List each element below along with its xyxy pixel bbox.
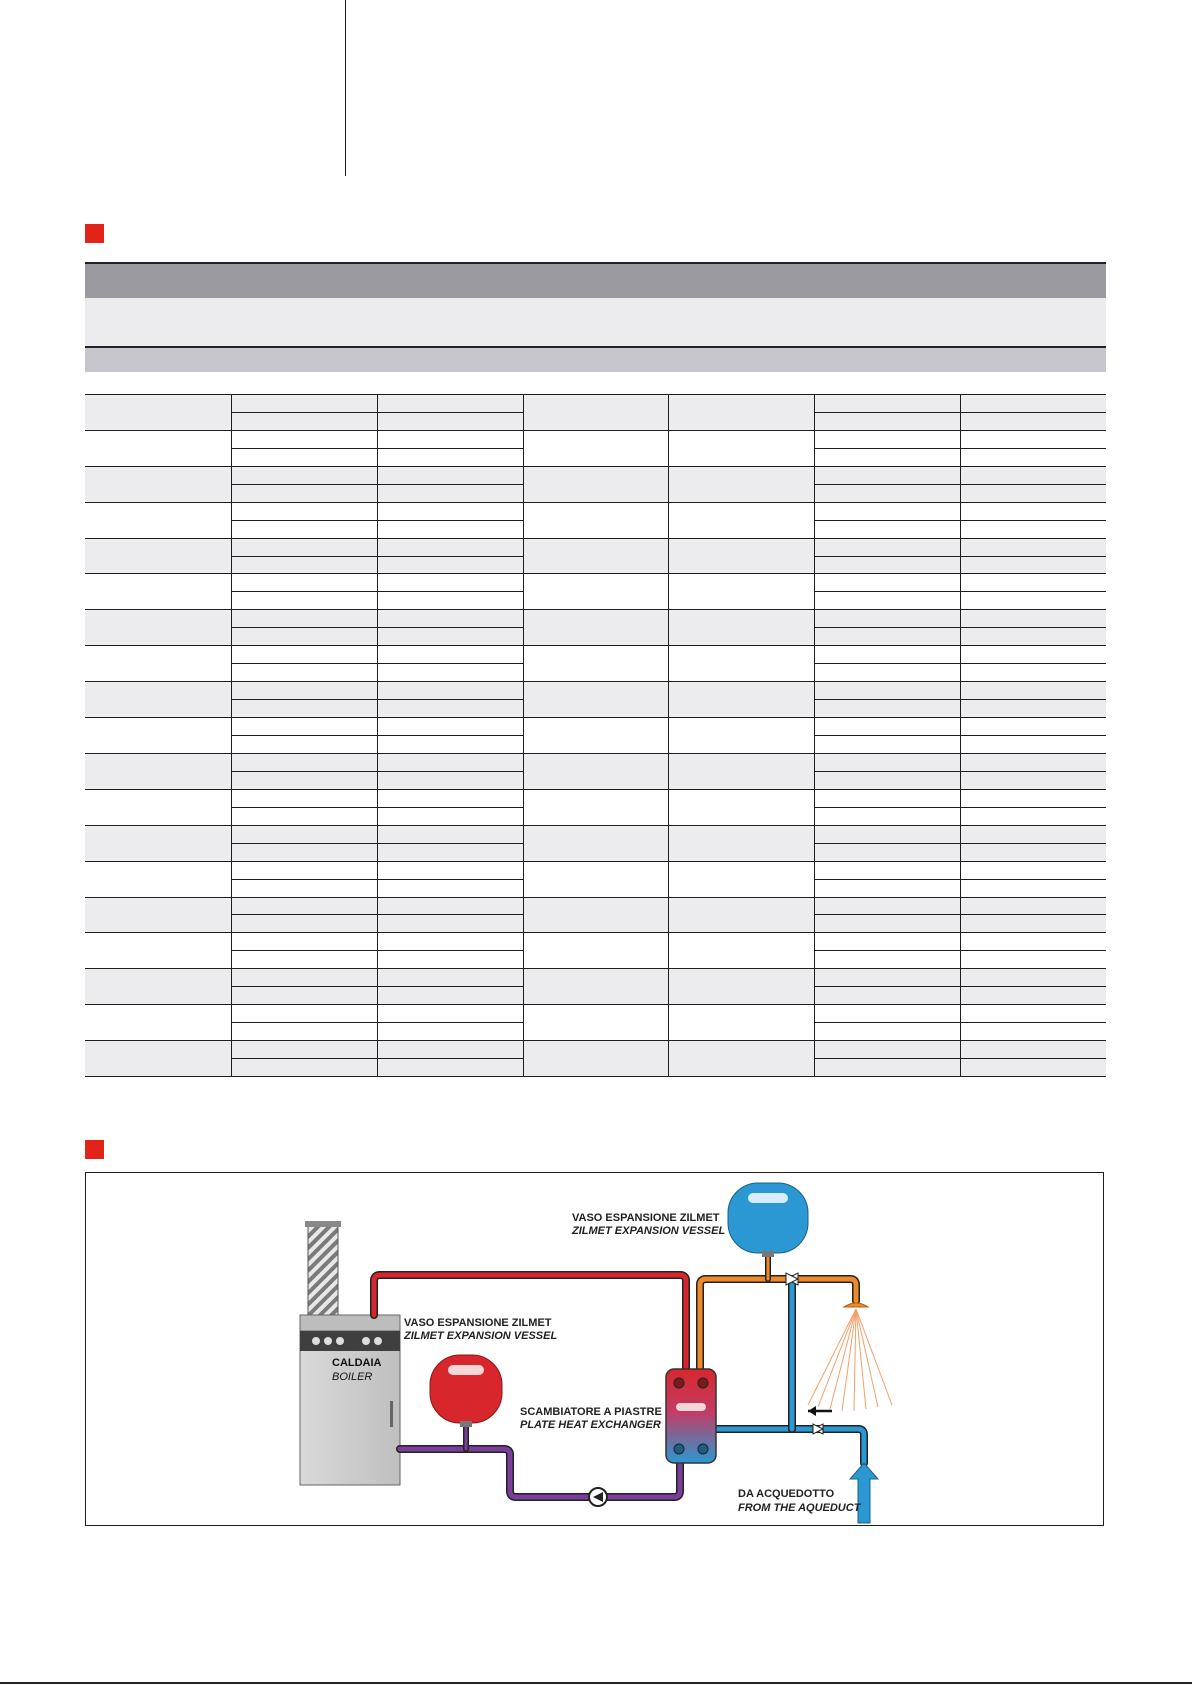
table-row-line — [377, 681, 523, 682]
table-row-line — [814, 932, 960, 933]
table-row-line — [377, 861, 523, 862]
table-row-line — [231, 573, 377, 574]
table-row-line — [960, 771, 1106, 772]
table-row-line — [668, 861, 814, 862]
table-row-line — [668, 1004, 814, 1005]
table-row-line — [231, 932, 377, 933]
table-header-dark-band — [85, 262, 1106, 298]
table-row-line — [377, 825, 523, 826]
table-row-line — [668, 753, 814, 754]
table-row-line — [814, 627, 960, 628]
table-row-line — [231, 1040, 377, 1041]
flow-arrow-left — [808, 1406, 832, 1416]
table-row-line — [814, 520, 960, 521]
table-row-line — [668, 681, 814, 682]
table-row-line — [85, 430, 231, 431]
table-row-line — [85, 609, 231, 610]
table-row-line — [668, 789, 814, 790]
table-row-line — [668, 645, 814, 646]
table-row-line — [377, 663, 523, 664]
table-row-line — [960, 573, 1106, 574]
table-row-line — [960, 897, 1106, 898]
table-row-line — [523, 573, 669, 574]
table-row-line — [231, 502, 377, 503]
table-row-line — [814, 699, 960, 700]
table-row-line — [668, 1076, 814, 1077]
table-row-line — [85, 645, 231, 646]
circulation-pump — [589, 1488, 607, 1506]
table-row-line — [814, 609, 960, 610]
table-row-line — [231, 609, 377, 610]
table-row-line — [814, 412, 960, 413]
table-row-line — [668, 1040, 814, 1041]
table-row-line — [960, 843, 1106, 844]
table-row-line — [814, 466, 960, 467]
expansion-vessel-top-label-it: VASO ESPANSIONE ZILMET — [572, 1212, 720, 1224]
heat-exchanger-label-en: PLATE HEAT EXCHANGER — [520, 1419, 661, 1431]
table-row-line — [523, 502, 669, 503]
table-row-line — [960, 1058, 1106, 1059]
table-row-line — [231, 1004, 377, 1005]
table-row-line — [960, 645, 1106, 646]
table-row-line — [960, 735, 1106, 736]
table-row-line — [377, 573, 523, 574]
table-row-line — [814, 645, 960, 646]
table-row-line — [814, 448, 960, 449]
table-row-line — [231, 807, 377, 808]
table-row-line — [814, 807, 960, 808]
table-row-line — [668, 538, 814, 539]
table-row-line — [668, 897, 814, 898]
table-row-line — [960, 627, 1106, 628]
table-row-line — [668, 825, 814, 826]
table-row-line — [814, 861, 960, 862]
table-row-line — [377, 591, 523, 592]
table-row-line — [377, 1022, 523, 1023]
table-row-line — [814, 681, 960, 682]
table-row-line — [814, 825, 960, 826]
table-row-line — [85, 538, 231, 539]
table-row-line — [814, 735, 960, 736]
table-row-line — [814, 1058, 960, 1059]
table-row-line — [377, 645, 523, 646]
table-row-line — [668, 466, 814, 467]
table-row-line — [960, 879, 1106, 880]
boiler-label-en: BOILER — [332, 1371, 373, 1383]
table-row-line — [960, 699, 1106, 700]
aqueduct-label-it: DA ACQUEDOTTO — [738, 1488, 835, 1500]
table-row-line — [377, 717, 523, 718]
table-row-line — [668, 502, 814, 503]
table-row-line — [814, 897, 960, 898]
table-row-line — [523, 681, 669, 682]
table-row-line — [814, 556, 960, 557]
boiler-label-it: CALDAIA — [332, 1357, 382, 1369]
table-row-line — [814, 968, 960, 969]
table-row-line — [231, 986, 377, 987]
table-row-line — [523, 1076, 669, 1077]
installation-diagram — [85, 1172, 1104, 1526]
table-row-line — [960, 1022, 1106, 1023]
boiler — [300, 1315, 400, 1485]
table-row-line — [231, 627, 377, 628]
expansion-vessel-red — [430, 1355, 502, 1427]
table-row-line — [377, 950, 523, 951]
table-row-line — [523, 789, 669, 790]
table-row-line — [523, 753, 669, 754]
table-row-line — [85, 717, 231, 718]
table-row-line — [85, 753, 231, 754]
table-row-line — [377, 448, 523, 449]
table-row-line — [377, 538, 523, 539]
table-row-line — [668, 394, 814, 395]
table-row-line — [85, 932, 231, 933]
table-row-line — [231, 430, 377, 431]
table-row-line — [231, 771, 377, 772]
table-row-line — [377, 753, 523, 754]
table-row-line — [960, 556, 1106, 557]
table-row-line — [231, 789, 377, 790]
table-row-line — [523, 609, 669, 610]
table-row-line — [231, 950, 377, 951]
table-row-line — [960, 1004, 1106, 1005]
table-row-line — [960, 394, 1106, 395]
table-row-line — [85, 466, 231, 467]
table-row-line — [960, 861, 1106, 862]
table-column-line — [231, 394, 232, 1076]
table-row-line — [814, 789, 960, 790]
table-row-line — [668, 573, 814, 574]
table-row-line — [523, 645, 669, 646]
table-row-line — [960, 789, 1106, 790]
heat-exchanger-label-it: SCAMBIATORE A PIASTRE — [520, 1406, 662, 1418]
table-row-line — [960, 753, 1106, 754]
table-row-line — [85, 897, 231, 898]
plate-heat-exchanger — [666, 1369, 716, 1463]
table-row-line — [523, 968, 669, 969]
diagram-svg — [86, 1173, 1103, 1525]
table-header-light-band — [85, 298, 1106, 348]
table-row-line — [231, 1076, 377, 1077]
table-row-line — [377, 699, 523, 700]
aqueduct-inlet-arrow — [850, 1463, 878, 1523]
table-row-line — [960, 825, 1106, 826]
table-row-line — [377, 968, 523, 969]
table-row-line — [231, 825, 377, 826]
table-row-line — [377, 897, 523, 898]
table-row-line — [377, 609, 523, 610]
table-row-line — [668, 968, 814, 969]
table-row-line — [814, 573, 960, 574]
table-row-line — [377, 771, 523, 772]
table-row-line — [85, 1004, 231, 1005]
table-row-line — [523, 466, 669, 467]
table-row-line — [85, 394, 231, 395]
table-row-line — [960, 914, 1106, 915]
table-row-line — [960, 986, 1106, 987]
table-row-line — [960, 950, 1106, 951]
table-row-line — [814, 538, 960, 539]
table-row-line — [960, 430, 1106, 431]
table-row-line — [377, 932, 523, 933]
table-row-line — [814, 753, 960, 754]
table-row-line — [231, 879, 377, 880]
table-row-line — [814, 663, 960, 664]
table-row-line — [377, 1058, 523, 1059]
table-row-line — [814, 502, 960, 503]
table-row-line — [814, 1022, 960, 1023]
table-row-line — [960, 663, 1106, 664]
table-row-line — [377, 1004, 523, 1005]
table-row-line — [377, 520, 523, 521]
table-row-line — [231, 466, 377, 467]
table-row-line — [668, 609, 814, 610]
table-row-line — [231, 591, 377, 592]
table-row-line — [523, 932, 669, 933]
expansion-vessel-blue — [728, 1183, 808, 1257]
table-row-line — [814, 986, 960, 987]
top-vertical-rule — [345, 0, 346, 176]
table-row-line — [231, 681, 377, 682]
table-row-line — [85, 968, 231, 969]
table-row-line — [231, 735, 377, 736]
table-row-line — [231, 394, 377, 395]
table-row-line — [523, 394, 669, 395]
table-row-line — [960, 1076, 1106, 1077]
table-row-line — [814, 914, 960, 915]
table-row-line — [85, 861, 231, 862]
table-row-line — [231, 538, 377, 539]
table-row-line — [523, 1004, 669, 1005]
table-row-line — [377, 789, 523, 790]
table-column-line — [668, 394, 669, 1076]
expansion-vessel-top-label-en: ZILMET EXPANSION VESSEL — [572, 1225, 726, 1237]
table-row-line — [85, 1076, 231, 1077]
table-row-line — [668, 430, 814, 431]
table-row-line — [377, 879, 523, 880]
table-row-line — [231, 645, 377, 646]
table-row-line — [85, 1040, 231, 1041]
section-marker-diagram — [85, 1140, 104, 1159]
table-row-line — [377, 430, 523, 431]
table-row-line — [523, 430, 669, 431]
table-row-line — [523, 1040, 669, 1041]
table-row-line — [814, 771, 960, 772]
table-row-line — [231, 897, 377, 898]
table-row-line — [960, 807, 1106, 808]
table-row-line — [668, 717, 814, 718]
table-row-line — [960, 538, 1106, 539]
table-row-line — [85, 681, 231, 682]
table-row-line — [523, 717, 669, 718]
table-row-line — [377, 986, 523, 987]
table-row-line — [960, 609, 1106, 610]
table-header-strip — [85, 348, 1106, 372]
table-row-line — [377, 412, 523, 413]
table-row-line — [231, 484, 377, 485]
table-row-line — [523, 538, 669, 539]
table-row-line — [231, 1022, 377, 1023]
aqueduct-label-en: FROM THE AQUEDUCT — [738, 1502, 861, 1514]
table-row-line — [231, 699, 377, 700]
table-column-line — [523, 394, 524, 1076]
table-row-line — [231, 412, 377, 413]
table-row-line — [231, 968, 377, 969]
table-row-line — [377, 843, 523, 844]
table-row-line — [814, 717, 960, 718]
expansion-vessel-mid-label-it: VASO ESPANSIONE ZILMET — [404, 1317, 552, 1329]
table-row-line — [960, 466, 1106, 467]
table-row-line — [814, 879, 960, 880]
table-row-line — [231, 861, 377, 862]
chimney — [305, 1221, 341, 1315]
table-row-line — [231, 843, 377, 844]
table-row-line — [960, 502, 1106, 503]
table-row-line — [814, 430, 960, 431]
table-row-line — [960, 484, 1106, 485]
table-row-line — [814, 484, 960, 485]
table-row-line — [523, 861, 669, 862]
table-row-line — [377, 484, 523, 485]
table-row-line — [523, 897, 669, 898]
table-row-line — [85, 789, 231, 790]
table-row-line — [960, 1040, 1106, 1041]
table-row-line — [85, 825, 231, 826]
table-row-line — [231, 663, 377, 664]
page-bottom-rule — [0, 1682, 1192, 1684]
table-row-line — [231, 753, 377, 754]
table-row-line — [960, 412, 1106, 413]
table-row-line — [377, 466, 523, 467]
table-row-line — [231, 914, 377, 915]
table-row-line — [814, 394, 960, 395]
section-marker-table — [85, 224, 104, 243]
table-row-line — [960, 717, 1106, 718]
expansion-vessel-mid-label-en: ZILMET EXPANSION VESSEL — [404, 1330, 558, 1342]
table-row-line — [377, 1040, 523, 1041]
table-row-line — [377, 735, 523, 736]
table-row-line — [960, 932, 1106, 933]
table-row-line — [814, 950, 960, 951]
table-row-line — [377, 627, 523, 628]
table-column-line — [377, 394, 378, 1076]
table-row-line — [377, 914, 523, 915]
shower-head — [808, 1303, 892, 1411]
table-row-line — [960, 520, 1106, 521]
table-row-line — [377, 807, 523, 808]
data-table-grid — [85, 394, 1106, 1076]
table-row-line — [960, 591, 1106, 592]
table-row-line — [231, 448, 377, 449]
table-row-line — [231, 556, 377, 557]
table-row-line — [960, 681, 1106, 682]
table-row-line — [814, 1040, 960, 1041]
table-row-line — [231, 1058, 377, 1059]
table-row-line — [231, 717, 377, 718]
table-row-line — [377, 394, 523, 395]
table-row-line — [85, 573, 231, 574]
table-row-line — [377, 1076, 523, 1077]
table-row-line — [814, 1004, 960, 1005]
table-row-line — [814, 591, 960, 592]
table-row-line — [960, 448, 1106, 449]
table-row-line — [814, 1076, 960, 1077]
table-row-line — [377, 556, 523, 557]
table-row-line — [668, 932, 814, 933]
table-row-line — [377, 502, 523, 503]
table-column-line — [814, 394, 815, 1076]
table-row-line — [814, 843, 960, 844]
table-column-line — [960, 394, 961, 1076]
table-row-line — [85, 502, 231, 503]
table-row-line — [960, 968, 1106, 969]
table-row-line — [231, 520, 377, 521]
table-row-line — [523, 825, 669, 826]
